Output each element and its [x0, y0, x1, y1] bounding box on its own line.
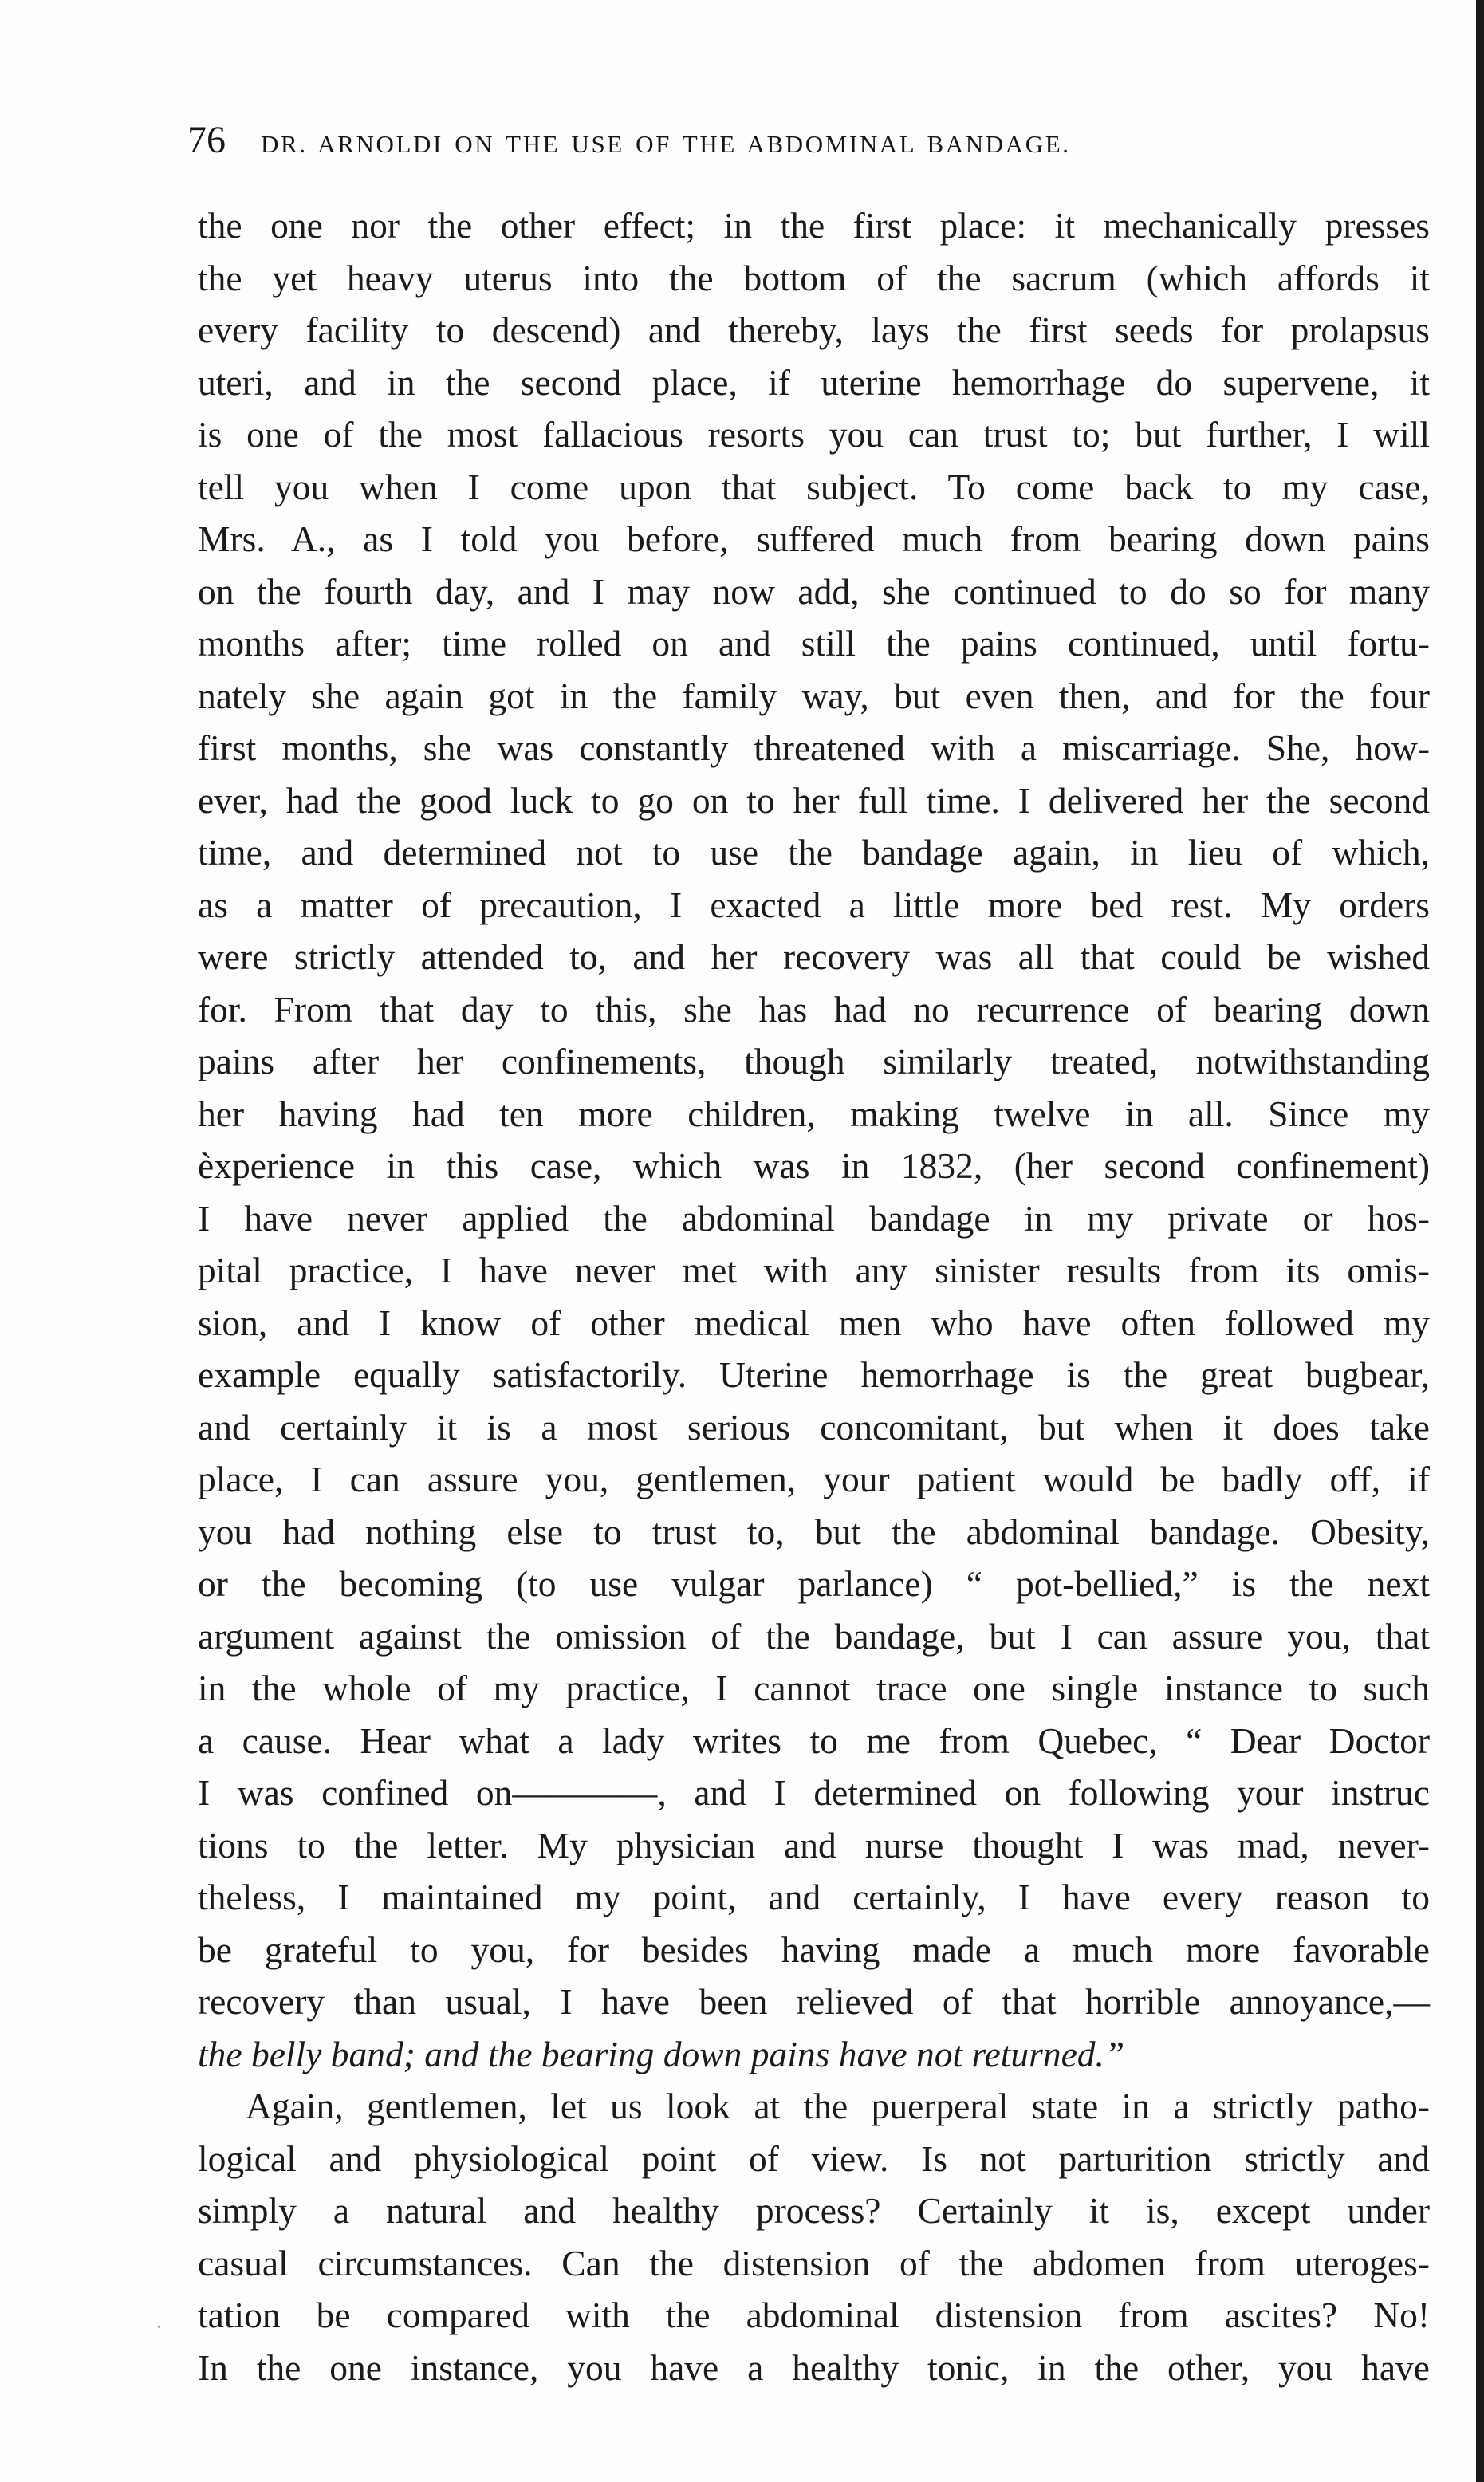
- text-line: logical and physiological point of view. Is not parturition strictly and: [198, 2137, 1430, 2179]
- text-line: casual circumstances. Can the distension of the abdomen from uteroges-: [198, 2242, 1430, 2283]
- text-line: a cause. Hear what a lady writes to me from Quebec, “ Dear Doctor: [198, 1720, 1430, 1761]
- text-line: on the fourth day, and I may now add, she continued to do so for many: [198, 570, 1430, 612]
- text-line: be grateful to you, for besides having made a much more favorable: [198, 1928, 1430, 1970]
- text-line: months after; time rolled on and still the pains continued, until fortu-: [198, 623, 1430, 664]
- text-line: time, and determined not to use the bandage again, in lieu of which,: [198, 832, 1430, 873]
- text-line: in the whole of my practice, I cannot trace one single instance to such: [198, 1668, 1430, 1708]
- text-line: the one nor the other effect; in the first place: it mechanically presses: [198, 205, 1430, 246]
- text-line: example equally satisfactorily. Uterine hemorrhage is the great bugbear,: [198, 1354, 1430, 1395]
- text-line: tell you when I come upon that subject. To come back to my case,: [198, 466, 1430, 507]
- text-line: In the one instance, you have a healthy tonic, in the other, you have: [198, 2346, 1430, 2388]
- text-line: were strictly attended to, and her recovery was all that could be wished: [198, 936, 1430, 977]
- text-line: argument against the omission of the bandage, but I can assure you, that: [198, 1615, 1430, 1657]
- text-line: uteri, and in the second place, if uterine hemorrhage do supervene, it: [198, 361, 1430, 403]
- page-number: 76: [187, 119, 226, 161]
- text-line: first months, she was constantly threatened with a miscarriage. She, how-: [198, 727, 1430, 768]
- text-line: ever, had the good luck to go on to her full time. I delivered her the second: [198, 779, 1430, 821]
- text-line: as a matter of precaution, I exacted a little more bed rest. My orders: [198, 884, 1430, 925]
- text-line: and certainly it is a most serious concomitant, but when it does take: [198, 1406, 1430, 1448]
- text-line: place, I can assure you, gentlemen, your patient would be badly off, if: [198, 1459, 1430, 1499]
- text-line: tation be compared with the abdominal distension from ascites? No!: [198, 2295, 1430, 2335]
- body-text: [198, 199, 1430, 2393]
- text-line: nately she again got in the family way, but even then, and for the four: [198, 675, 1430, 716]
- text-line: tions to the letter. My physician and nurse thought I was mad, never-: [198, 1824, 1430, 1865]
- running-header: [187, 118, 1431, 174]
- text-line: pital practice, I have never met with any sinister results from its omis-: [198, 1250, 1430, 1290]
- text-line: recovery than usual, I have been relieved of that horrible annoyance,—: [198, 1981, 1430, 2022]
- text-line: I have never applied the abdominal bandage in my private or hos-: [198, 1197, 1430, 1239]
- text-line: the yet heavy uterus into the bottom of the sacrum (which affords it: [198, 257, 1430, 298]
- text-line: theless, I maintained my point, and certainly, I have every reason to: [198, 1877, 1430, 1917]
- paragraph-first-line: Again, gentlemen, let us look at the puerperal state in a strictly patho-: [246, 2086, 1430, 2126]
- running-title: DR. ARNOLDI ON THE USE OF THE ABDOMINAL BANDAGE.: [261, 130, 1071, 158]
- text-line: I was confined on————, and I determined on following your instruc: [198, 1772, 1430, 1813]
- text-line: simply a natural and healthy process? Certainly it is, except under: [198, 2190, 1430, 2231]
- text-line: Mrs. A., as I told you before, suffered much from bearing down pains: [198, 518, 1430, 559]
- margin-speck: [158, 2326, 160, 2328]
- text-line: her having had ten more children, making twelve in all. Since my: [198, 1093, 1430, 1134]
- text-line: every facility to descend) and thereby, lays the first seeds for prolapsus: [198, 309, 1430, 350]
- text-line: you had nothing else to trust to, but the abdominal bandage. Obesity,: [198, 1511, 1430, 1552]
- text-line: is one of the most fallacious resorts you can trust to; but further, I will: [198, 414, 1430, 455]
- italic-quote-line: the belly band; and the bearing down pains have not returned.”: [198, 2033, 1125, 2074]
- text-line: èxperience in this case, which was in 1832, (her second confinement): [198, 1145, 1430, 1186]
- page-edge-shadow: [1476, 0, 1484, 2482]
- text-line: or the becoming (to use vulgar parlance) “ pot-bellied,” is the next: [198, 1563, 1430, 1604]
- text-line: for. From that day to this, she has had no recurrence of bearing down: [198, 988, 1430, 1030]
- text-line: sion, and I know of other medical men who have often followed my: [198, 1302, 1430, 1343]
- text-line: pains after her confinements, though similarly treated, notwithstanding: [198, 1041, 1430, 1081]
